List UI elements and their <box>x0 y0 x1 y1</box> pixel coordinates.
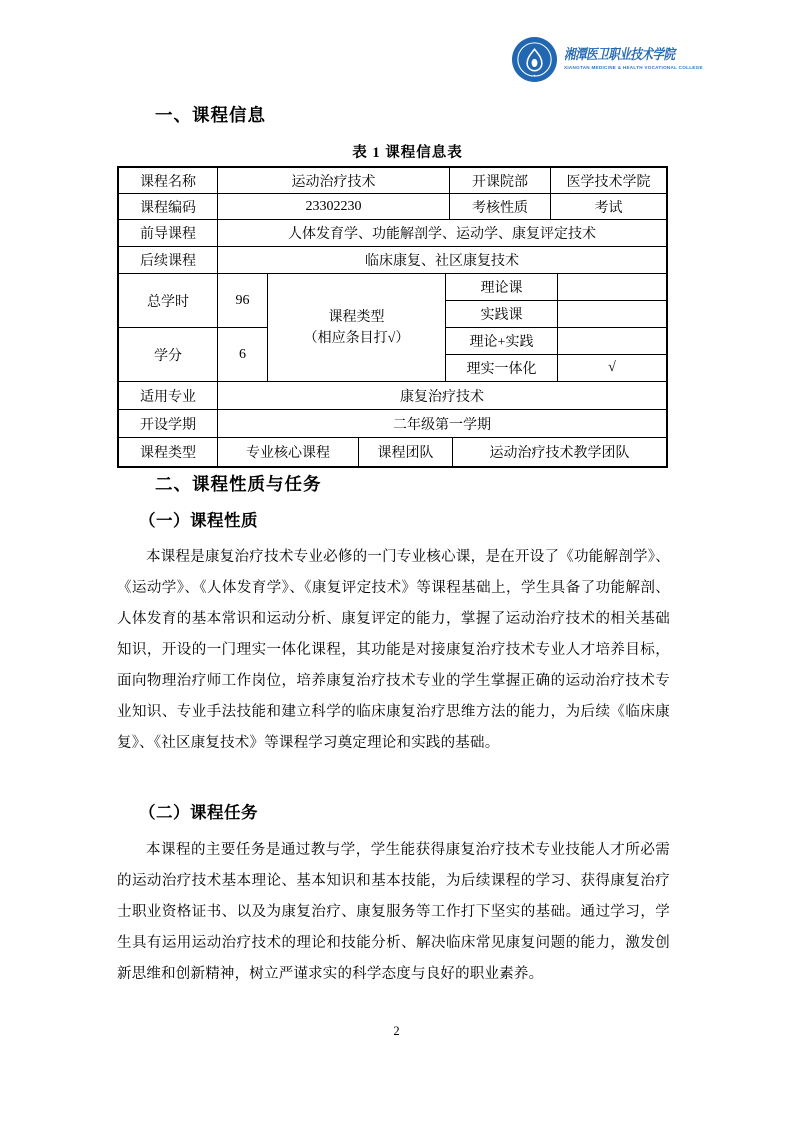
school-logo <box>511 36 703 83</box>
course-type-select-label <box>268 274 446 382</box>
practice-course-label: 实践课 <box>446 301 558 328</box>
total-hours-label: 总学时 <box>119 274 218 328</box>
followup-label: 后续课程 <box>119 247 218 274</box>
table-row <box>119 220 666 247</box>
prerequisite-value: 人体发育学、功能解剖学、运动学、康复评定技术 <box>218 220 666 247</box>
course-info-table <box>117 166 668 468</box>
course-code-value: 23302230 <box>218 194 450 220</box>
category-value: 专业核心课程 <box>218 438 359 466</box>
integrated-label: 理实一体化 <box>446 355 558 382</box>
course-name-label: 课程名称 <box>119 168 218 194</box>
credits-value: 6 <box>218 328 268 382</box>
dept-value: 医学技术学院 <box>551 168 666 194</box>
school-emblem-icon <box>511 36 558 83</box>
section-2-2-title: （二）课程任务 <box>139 803 258 822</box>
total-hours-value: 96 <box>218 274 268 328</box>
table-row <box>119 194 666 220</box>
semester-label: 开设学期 <box>119 410 218 438</box>
credits-label: 学分 <box>119 328 218 382</box>
school-name-zh: 湘潭医卫职业技术学院 <box>564 47 675 63</box>
followup-value: 临床康复、社区康复技术 <box>218 247 666 274</box>
section-1-title: 一、课程信息 <box>155 105 266 125</box>
theory-course-label: 理论课 <box>446 274 558 301</box>
theory-course-checkbox <box>558 274 666 301</box>
practice-course-checkbox <box>558 301 666 328</box>
course-type-title: 课程类型 <box>328 309 385 325</box>
table-row <box>119 168 666 194</box>
course-nature-paragraph: 本课程是康复治疗技术专业必修的一门专业核心课，是在开设了《功能解剖学》、《运动学》、《人体发育学》、《康复评定技术》等课程基础上，学生具备了功能解剖、人体发育的基本常识和运动分析、康复评定的能力，掌握了运动治疗技术的相关基础知识，开设的一门理实一体化课程，其功能是对接康复治疗技术专业人才培养目标，面向物理治疗师工作岗位，培养康复治疗技术专业的学生掌握正确的运动治疗技术专业知识、专业手法技能和建立科学的临床康复治疗思维方法的能力，为后续《临床康复》、《社区康复技术》等课程学习奠定理论和实践的基础。 <box>117 548 670 751</box>
table-row <box>119 382 666 410</box>
table-row-group-hours-type <box>119 274 666 382</box>
team-value: 运动治疗技术教学团队 <box>489 446 630 461</box>
course-type-note: （相应条目打√） <box>303 330 410 346</box>
category-label: 课程类型 <box>119 438 218 466</box>
section-2-title: 二、课程性质与任务 <box>155 474 322 494</box>
section-2-1-title: （一）课程性质 <box>139 511 258 530</box>
exam-type-value: 考试 <box>551 194 666 220</box>
page-number: 2 <box>393 1024 400 1038</box>
course-task-paragraph: 本课程的主要任务是通过教与学，学生能获得康复治疗技术专业技能人才所必需的运动治疗技术基本理论、基本知识和基本技能，为后续课程的学习、获得康复治疗士职业资格证书、以及为康复治疗、康复服务等工作打下坚实的基础。通过学习，学生具有运用运动治疗技术的理论和技能分析、解决临床常见康复问题的能力，激发创新思维和创新精神，树立严谨求实的科学态度与良好的职业素养。 <box>117 841 670 982</box>
course-code-label: 课程编码 <box>119 194 218 220</box>
major-label: 适用专业 <box>119 382 218 410</box>
semester-value: 二年级第一学期 <box>218 410 666 438</box>
table-row <box>119 410 666 438</box>
dept-label: 开课院部 <box>450 168 551 194</box>
table-row <box>119 438 666 466</box>
table-caption: 表 1 课程信息表 <box>352 145 463 161</box>
exam-type-label: 考核性质 <box>450 194 551 220</box>
table-row <box>119 247 666 274</box>
course-name-value: 运动治疗技术 <box>218 168 450 194</box>
prerequisite-label: 前导课程 <box>119 220 218 247</box>
school-name-en: XIANGTAN MEDICINE & HEALTH VOCATIONAL COLLEGE <box>564 64 703 70</box>
theory-practice-label: 理论+实践 <box>446 328 558 355</box>
theory-practice-checkbox <box>558 328 666 355</box>
integrated-checkmark: √ <box>558 355 666 382</box>
team-label: 课程团队 <box>359 438 453 466</box>
major-value: 康复治疗技术 <box>218 382 666 410</box>
